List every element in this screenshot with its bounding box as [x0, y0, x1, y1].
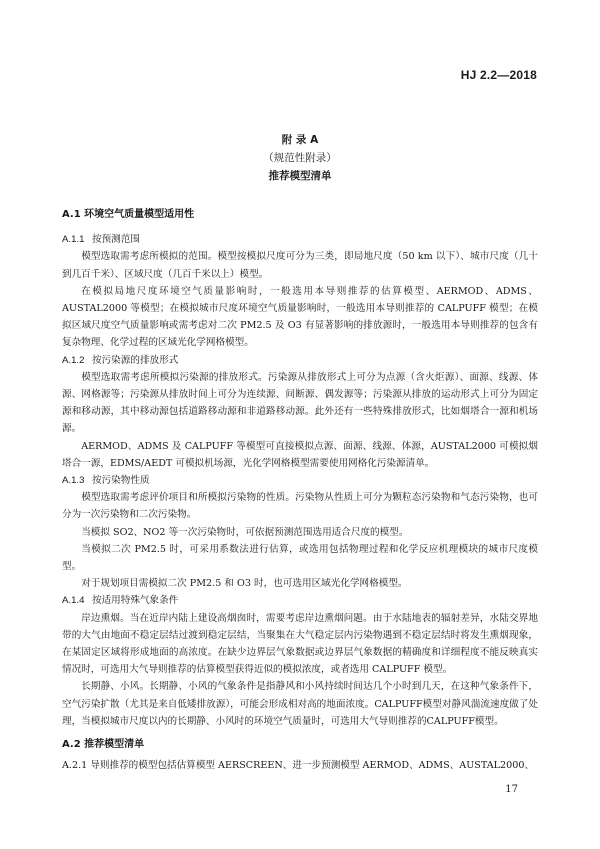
section-a13-heading: [62, 472, 538, 489]
section-a14-heading: [62, 592, 538, 609]
paragraph: 当模拟 SO2、NO2 等一次污染物时，可依据预测范围选用适合尺度的模型。: [81, 526, 409, 538]
section-number: A.1.2: [62, 354, 85, 366]
section-title: 按污染物性质: [92, 475, 150, 487]
paragraph: 当模拟二次 PM2.5 时，可采用系数法进行估算，或选用包括物理过程和化学反应机理模块的城市尺度模型。: [62, 543, 538, 573]
page-number: 17: [505, 784, 518, 795]
paragraph: AERMOD、ADMS 及 CALPUFF 等模型可直接模拟点源、面源、线源、体源，AUSTAL2000 可模拟烟塔合一源，EDMS/AEDT 可模拟机场源，光化学网格模型需要使用网格化污染源清单。: [62, 440, 538, 469]
section-a1-heading: A.1 环境空气质量模型适用性: [62, 209, 195, 220]
section-a12-heading: [62, 352, 538, 369]
section-title: 按污染源的排放形式: [92, 354, 179, 366]
section-title: 按适用特殊气象条件: [92, 595, 179, 607]
paragraph: A.2.1 导则推荐的模型包括估算模型 AERSCREEN、进一步预测模型 AERMOD、ADMS、AUSTAL2000、: [62, 760, 535, 772]
section-title: 按预测范围: [92, 234, 140, 246]
appendix-title: 附 录 A: [281, 134, 319, 146]
appendix-header: [0, 131, 600, 185]
paragraph: 长期静、小风。长期静、小风的气象条件是指静风和小风持续时间达几个小时到几天，在这种气象条件下，空气污染扩散（尤其是来自低矮排放源），可能会形成相对高的地面浓度。CALPUFF模型对静风湍流速度做了处理，当模拟城市尺度以内的长期静、小风时的环境空气质量时，可选用大气导则推荐的CALPUFF模型。: [62, 681, 538, 727]
section-number: A.1.3: [62, 475, 85, 487]
paragraph: 模型选取需考虑所模拟污染源的排放形式。污染源从排放形式上可分为点源（含火炬源）、面源、线源、体源、网格源等；污染源从排放时间上可分为连续源、间断源、偶发源等；污染源从排放的运动形式上可分为固定源和移动源，其中移动源包括道路移动源和非道路移动源。此外还有一些特殊排放形式，比如烟塔合一源和机场源。: [62, 371, 538, 435]
section-a2-heading: A.2 推荐模型清单: [62, 739, 145, 751]
section-number: A.1.4: [62, 595, 85, 607]
document-body: [62, 206, 538, 775]
section-number: A.1.1: [62, 234, 85, 246]
paragraph: 对于规划项目需模拟二次 PM2.5 和 O3 时，也可选用区域光化学网格模型。: [81, 578, 408, 590]
appendix-name: 推荐模型清单: [268, 170, 332, 182]
appendix-subtitle: （规范性附录）: [263, 152, 337, 164]
paragraph: 模型选取需考虑评价项目和所模拟污染物的性质。污染物从性质上可分为颗粒态污染物和气态污染物，也可分为一次污染物和二次污染物。: [62, 492, 538, 521]
document-code: HJ 2.2—2018: [460, 68, 537, 82]
section-a11-heading: [62, 231, 538, 248]
paragraph: 在模拟局地尺度环境空气质量影响时，一般选用本导则推荐的估算模型、AERMOD、ADMS、AUSTAL2000 等模型；在模拟城市尺度环境空气质量影响时，一般选用本导则推荐的 CALPUFF 模型；在模拟区域尺度空气质量影响或需考虑对二次 PM2.5 及 O3 有显著影响的排放源时，一般选用本导则推荐的包含有复杂物理、化学过程的区域光化学网格模型。: [62, 285, 538, 349]
paragraph: 岸边熏烟。当在近岸内陆上建设高烟囱时，需要考虑岸边熏烟问题。由于水陆地表的辐射差异，水陆交界地带的大气由地面不稳定层结过渡到稳定层结，当聚集在大气稳定层内污染物遇到不稳定层结时将发生熏烟现象，在某固定区域将形成地面的高浓度。在缺少边界层气象数据或边界层气象数据的精确度和详细程度不能反映真实情况时，可选用大气导则推荐的估算模型获得近似的模拟浓度，或者选用 CALPUFF 模型。: [62, 612, 538, 676]
paragraph: 模型选取需考虑所模拟的范围。模型按模拟尺度可分为三类，即局地尺度（50 km 以下）、城市尺度（几十到几百千米）、区域尺度（几百千米以上）模型。: [62, 251, 538, 280]
